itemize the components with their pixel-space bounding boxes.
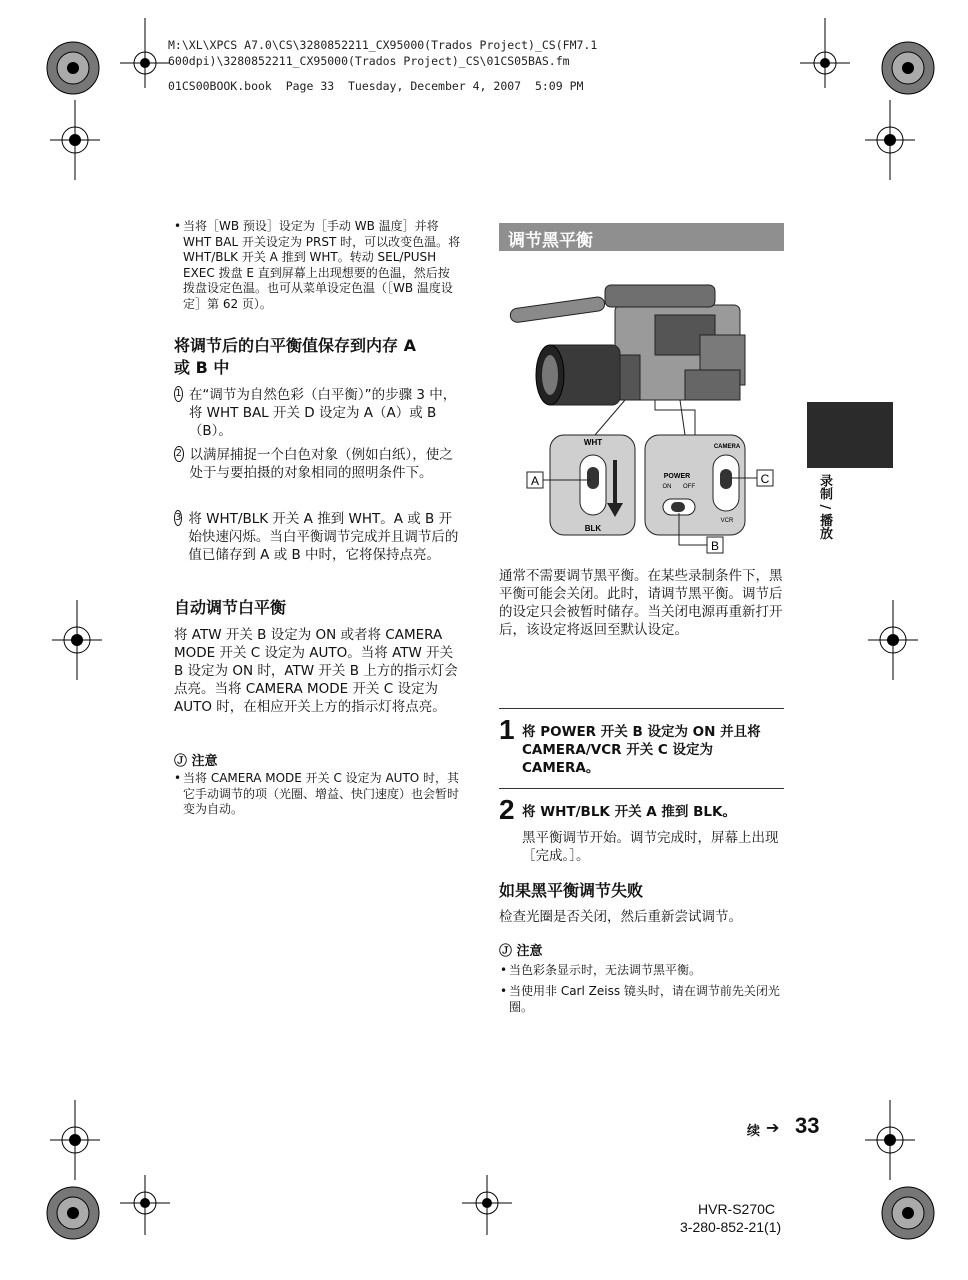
note-icon: Ⓙ bbox=[174, 754, 188, 769]
crosshair-mark-icon bbox=[865, 1100, 915, 1180]
section-title-line1: 将调节后的白平衡值保存到内存 A bbox=[174, 336, 416, 355]
starburst-mark-icon bbox=[880, 1185, 936, 1241]
divider bbox=[499, 708, 784, 709]
diagram-on: ON bbox=[662, 484, 672, 490]
diagram-camera: CAMERA bbox=[713, 444, 741, 450]
divider bbox=[499, 788, 784, 789]
crosshair-mark-icon bbox=[50, 100, 100, 180]
diagram-wht: WHT bbox=[583, 438, 603, 447]
starburst-mark-icon bbox=[880, 40, 936, 96]
crosshair-mark-icon bbox=[120, 1175, 170, 1235]
starburst-mark-icon bbox=[45, 40, 101, 96]
note-1-text: • 当色彩条显示时，无法调节黑平衡。 bbox=[509, 963, 784, 979]
diagram-vcr: VCR bbox=[720, 518, 734, 524]
side-tab-block bbox=[807, 402, 893, 468]
step-2-detail: 黑平衡调节开始。调节完成时，屏幕上出现［完成。］。 bbox=[522, 830, 779, 864]
side-tab-label: 录制 / 播放 bbox=[817, 474, 832, 540]
step-2-number: 2 bbox=[499, 794, 515, 825]
note-icon: Ⓙ bbox=[499, 944, 513, 959]
step-3 bbox=[174, 510, 462, 564]
arrow-right-icon: ➔ bbox=[766, 1118, 780, 1137]
note-2-text: • 当使用非 Carl Zeiss 镜头时，请在调节前先关闭光圈。 bbox=[509, 984, 784, 1015]
diagram-power: POWER bbox=[663, 473, 691, 480]
note-bullet-2 bbox=[509, 984, 784, 1015]
black-balance-intro: 通常不需要调节黑平衡。在某些录制条件下，黑平衡可能会关闭。此时，请调节黑平衡。调节后的设定只会被暂时储存。当关闭电源再重新打开后，该设定将返回至默认设定。 bbox=[499, 568, 783, 638]
banner-title: 调节黑平衡 bbox=[508, 231, 593, 251]
diagram-label-a: A bbox=[530, 474, 540, 488]
note-label: 注意 bbox=[191, 754, 218, 769]
step-2-instruction: 将 WHT/BLK 开关 A 推到 BLK。 bbox=[522, 804, 736, 820]
diagram-label-c: C bbox=[760, 472, 770, 486]
step-number-circle: 2 bbox=[174, 446, 184, 462]
doc-code: 3-280-852-21(1) bbox=[680, 1219, 782, 1235]
step-1-instruction: 将 POWER 开关 B 设定为 ON 并且将 CAMERA/VCR 开关 C 设定为 CAMERA。 bbox=[522, 724, 761, 776]
section-title-auto-wb: 自动调节白平衡 bbox=[174, 598, 287, 617]
model-name: HVR-S270C bbox=[698, 1201, 776, 1217]
section-banner bbox=[499, 223, 784, 251]
section-title-save-memory bbox=[174, 335, 464, 379]
crosshair-mark-icon bbox=[868, 600, 918, 680]
note-heading bbox=[499, 940, 543, 959]
intro-bullet bbox=[183, 219, 461, 312]
section-auto-wb-body: 将 ATW 开关 B 设定为 ON 或者将 CAMERA MODE 开关 C 设定为 AUTO。当将 ATW 开关 B 设定为 ON 时，ATW 开关 B 上方的指示灯会点亮。当将 CAMERA MODE 开关 C 设定为 AUTO 时，在相应开关上方的指示灯将点亮。 bbox=[174, 627, 458, 715]
diagram-off: OFF bbox=[683, 484, 695, 490]
book-info-line: 01CS00BOOK.book Page 33 Tuesday, December 4, 2007 5:09 PM bbox=[168, 79, 584, 93]
step-1-text: 在“调节为自然色彩（白平衡）”的步骤 3 中，将 WHT BAL 开关 D 设定为 A（A）或 B（B）。 bbox=[188, 387, 457, 439]
file-path-line2: 600dpi)\3280852211_CX95000(Trados Project)_CS\01CS05BAS.fm bbox=[168, 54, 570, 68]
fail-section-title: 如果黑平衡调节失败 bbox=[499, 881, 644, 900]
section-title-line2: 或 B 中 bbox=[174, 358, 230, 377]
crosshair-mark-icon bbox=[462, 1175, 512, 1235]
step-number-circle: 1 bbox=[174, 386, 183, 402]
step-number-circle: 3 bbox=[174, 510, 182, 526]
step-1-number: 1 bbox=[499, 714, 515, 745]
step-1 bbox=[174, 386, 462, 440]
step-3-text: 将 WHT/BLK 开关 A 推到 WHT。A 或 B 开始快速闪烁。当白平衡调节完成并且调节后的值已储存到 A 或 B 中时，它将保持点亮。 bbox=[188, 511, 459, 563]
starburst-mark-icon bbox=[45, 1185, 101, 1241]
fail-section-text: 检查光圈是否关闭，然后重新尝试调节。 bbox=[499, 909, 742, 925]
step-2 bbox=[174, 446, 462, 482]
crosshair-mark-icon bbox=[120, 18, 170, 88]
crosshair-mark-icon bbox=[800, 18, 850, 88]
diagram-label-b: B bbox=[710, 539, 720, 553]
crosshair-mark-icon bbox=[52, 600, 102, 680]
page-number: 33 bbox=[795, 1113, 820, 1138]
camera-illustration bbox=[505, 275, 785, 569]
step-2-text: 以满屏捕捉一个白色对象（例如白纸），使之处于与要拍摄的对象相同的照明条件下。 bbox=[189, 447, 453, 481]
crosshair-mark-icon bbox=[50, 1100, 100, 1180]
note-heading bbox=[174, 750, 218, 769]
note-bullet bbox=[183, 771, 461, 818]
note-text: • 当将 CAMERA MODE 开关 C 设定为 AUTO 时，其它手动调节的项（光圈、增益、快门速度）也会暂时变为自动。 bbox=[183, 771, 461, 818]
note-bullet-1 bbox=[509, 963, 784, 979]
note-label: 注意 bbox=[516, 944, 543, 959]
continued-label: 续 bbox=[747, 1124, 761, 1139]
crosshair-mark-icon bbox=[865, 100, 915, 180]
file-path-line1: M:\XL\XPCS A7.0\CS\3280852211_CX95000(Trados Project)_CS(FM7.1 bbox=[168, 38, 598, 52]
diagram-blk: BLK bbox=[584, 524, 602, 533]
intro-bullet-text: • 当将［WB 预设］设定为［手动 WB 温度］并将 WHT BAL 开关设定为 PRST 时，可以改变色温。将 WHT/BLK 开关 A 推到 WHT。转动 SEL/PUSH EXEC 拨盘 E 直到屏幕上出现想要的色温，然后按拨盘设定色温。也可从菜单设定色温（［WB 温度设定］第 62 页）。 bbox=[183, 219, 461, 312]
